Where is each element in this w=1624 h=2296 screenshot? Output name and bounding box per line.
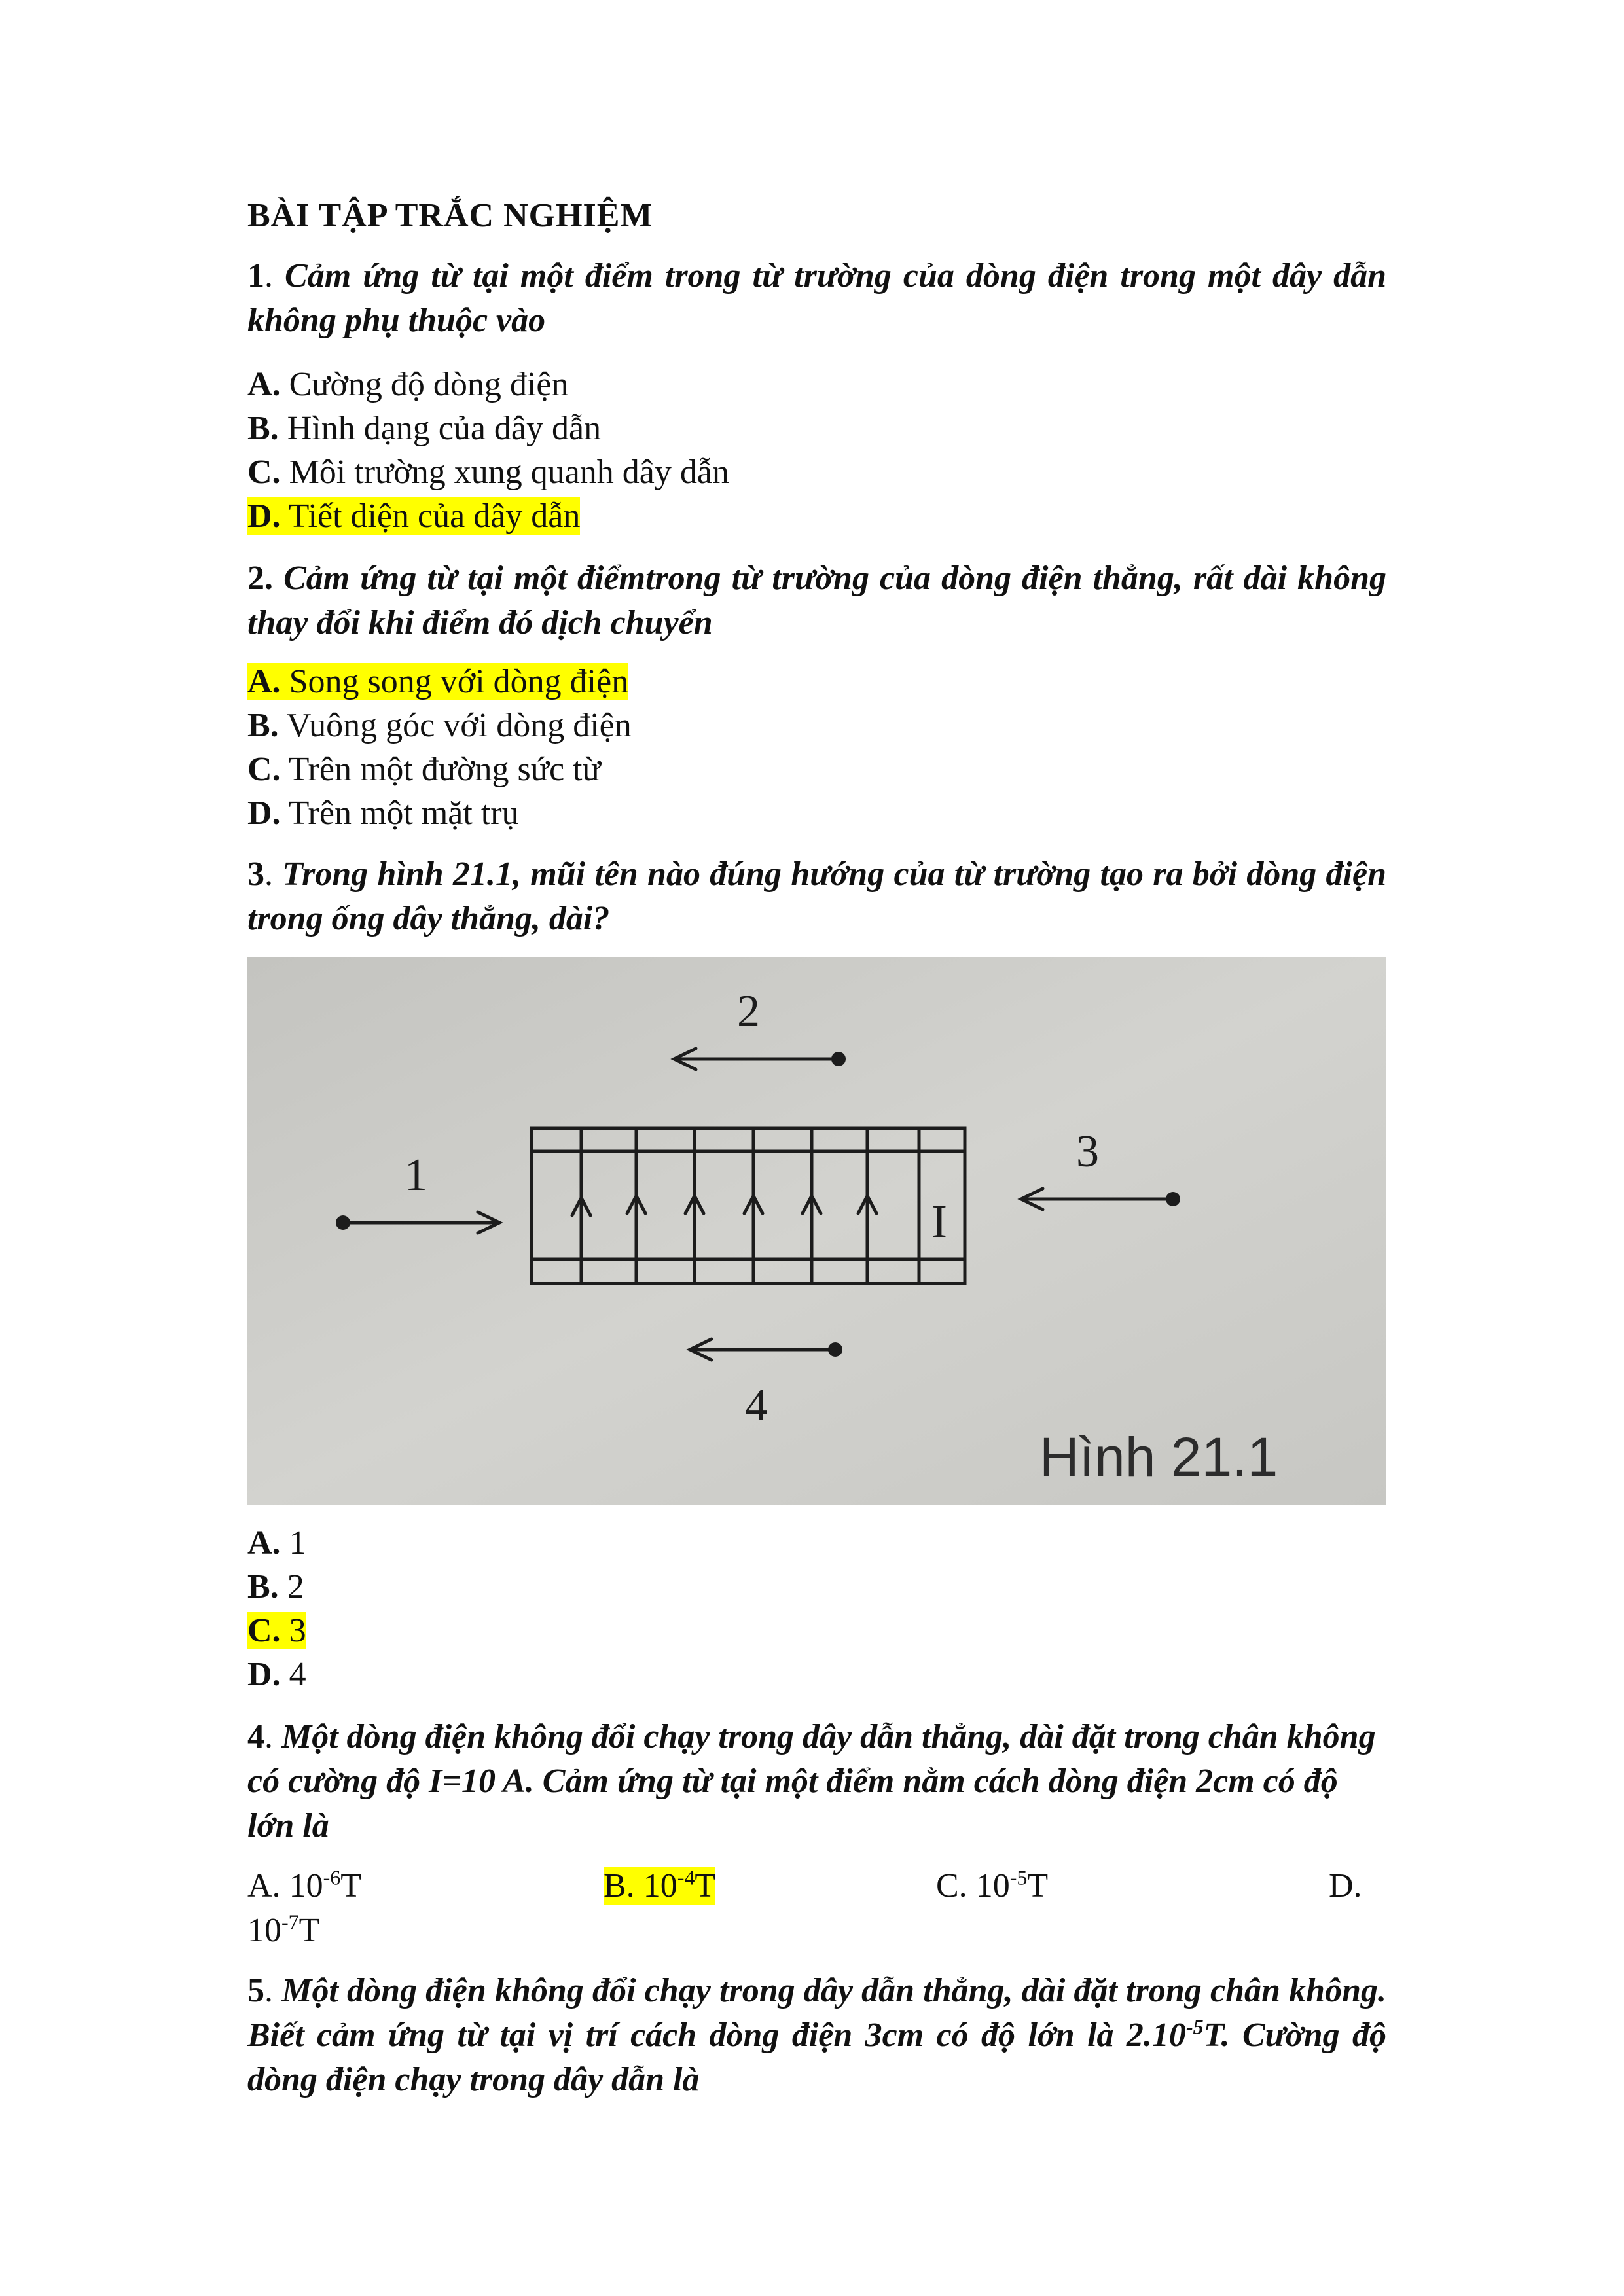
option-text: 1	[280, 1524, 306, 1562]
option-unit: T	[340, 1867, 361, 1905]
question-number: 5	[247, 1972, 264, 2009]
option-key: B.	[247, 1568, 279, 1605]
q4-option-d-key	[1329, 1865, 1362, 1907]
q3-option-a	[247, 1522, 306, 1564]
option-key: A.	[247, 366, 281, 403]
arrow-2-dot	[831, 1052, 846, 1066]
question-number: 1	[247, 257, 264, 295]
option-text: 4	[280, 1656, 306, 1693]
option-text: Tiết diện của dây dẫn	[280, 497, 581, 535]
question-text: Trong hình 21.1, mũi tên nào đúng hướng của từ trường tạo ra bởi dòng điện trong ống dây thẳng, dài?	[247, 855, 1386, 937]
q1-option-d	[247, 495, 580, 537]
q4-option-a	[247, 1865, 361, 1907]
option-text: 3	[280, 1612, 306, 1649]
q2-option-a	[247, 661, 628, 703]
q1-option-b	[247, 408, 601, 450]
question-separator: .	[264, 257, 285, 295]
question-4	[247, 1715, 1386, 1848]
q4-option-c	[936, 1865, 1048, 1907]
option-exponent: -5	[1009, 1865, 1028, 1890]
arrow-4-dot	[828, 1342, 842, 1357]
option-text: 2	[278, 1568, 304, 1605]
q3-option-d	[247, 1654, 306, 1696]
option-text: Vuông góc với dòng điện	[278, 707, 632, 744]
answer-highlight	[247, 663, 628, 700]
option-text: Trên một mặt trụ	[280, 795, 519, 832]
option-text: Cường độ dòng điện	[280, 366, 569, 403]
question-exponent: -5	[1185, 2015, 1204, 2039]
option-base: 10	[247, 1912, 281, 1949]
question-separator: .	[264, 1972, 282, 2009]
option-base: 10	[975, 1867, 1010, 1905]
option-base: 10	[289, 1867, 323, 1905]
option-key: C.	[247, 1612, 281, 1649]
question-text: Một dòng điện không đổi chạy trong dây dẫn thẳng, dài đặt trong chân không. Biết cảm ứng từ tại vị trí cách dòng điện 3cm có độ lớn là 2.10	[247, 1972, 1386, 2054]
option-key: C.	[247, 751, 281, 788]
question-text: Một dòng điện không đổi chạy trong dây dẫn thẳng, dài đặt trong chân không có cường độ I=10 A. Cảm ứng từ tại một điểm nằm cách dòng điện 2cm có độ lớn là	[247, 1718, 1376, 1844]
arrow-4-label: 4	[745, 1380, 768, 1431]
question-separator: .	[264, 1718, 281, 1755]
q3-option-c	[247, 1610, 306, 1652]
q2-option-d	[247, 793, 519, 834]
option-key: C.	[247, 454, 281, 491]
current-label: I	[931, 1195, 947, 1247]
option-base: 10	[643, 1867, 677, 1905]
arrow-1-label: 1	[405, 1150, 427, 1200]
option-key: D.	[247, 1656, 281, 1693]
q1-option-c	[247, 452, 729, 493]
answer-highlight	[604, 1867, 715, 1905]
figure-background	[247, 957, 1386, 1505]
question-text: Cảm ứng từ tại một điểmtrong từ trường của dòng điện thẳng, rất dài không thay đổi khi điểm đó dịch chuyển	[247, 560, 1386, 641]
question-text-continued: T. Cường độ dòng điện chạy trong dây dẫn là	[247, 2017, 1387, 2098]
option-key: D.	[247, 497, 281, 535]
question-5	[247, 1969, 1386, 2102]
option-key: A.	[247, 1867, 281, 1905]
solenoid-figure	[247, 957, 1386, 1505]
answer-highlight	[247, 1612, 306, 1649]
answer-highlight	[247, 497, 580, 535]
arrow-3-label: 3	[1076, 1126, 1099, 1177]
option-key: D.	[247, 795, 281, 832]
q2-option-c	[247, 749, 601, 791]
q2-option-b	[247, 705, 632, 747]
q1-option-a	[247, 364, 568, 406]
question-3	[247, 852, 1386, 941]
option-unit: T	[695, 1867, 716, 1905]
q3-option-b	[247, 1566, 304, 1608]
question-number: 3	[247, 855, 264, 893]
page-title: BÀI TẬP TRẮC NGHIỆM	[247, 197, 653, 234]
question-1	[247, 254, 1386, 343]
option-unit: T	[1027, 1867, 1049, 1905]
option-key: B.	[604, 1867, 635, 1905]
question-2	[247, 556, 1386, 645]
option-text: Môi trường xung quanh dây dẫn	[280, 454, 729, 491]
option-exponent: -4	[677, 1865, 695, 1890]
option-key: C.	[936, 1867, 967, 1905]
arrow-3-dot	[1166, 1192, 1180, 1206]
arrow-1-dot	[336, 1215, 350, 1230]
option-text: Trên một đường sức từ	[280, 751, 601, 788]
option-exponent: -6	[323, 1865, 341, 1890]
option-key: A.	[247, 1524, 281, 1562]
option-text: Hình dạng của dây dẫn	[278, 410, 602, 447]
option-key: D.	[1329, 1867, 1362, 1905]
question-number: 2.	[247, 560, 273, 597]
q4-option-b	[604, 1865, 715, 1907]
question-separator: .	[264, 855, 283, 893]
question-separator	[273, 560, 283, 597]
arrow-2-label: 2	[737, 986, 760, 1037]
option-unit: T	[298, 1912, 320, 1949]
question-text: Cảm ứng từ tại một điểm trong từ trường của dòng điện trong một dây dẫn không phụ thuộc vào	[247, 257, 1386, 339]
option-key: A.	[247, 663, 281, 700]
option-text: Song song với dòng điện	[280, 663, 629, 700]
q4-option-d-value	[247, 1910, 319, 1952]
question-number: 4	[247, 1718, 264, 1755]
option-key: B.	[247, 410, 279, 447]
option-key: B.	[247, 707, 279, 744]
figure-caption: Hình 21.1	[1039, 1426, 1278, 1488]
option-exponent: -7	[281, 1910, 299, 1934]
